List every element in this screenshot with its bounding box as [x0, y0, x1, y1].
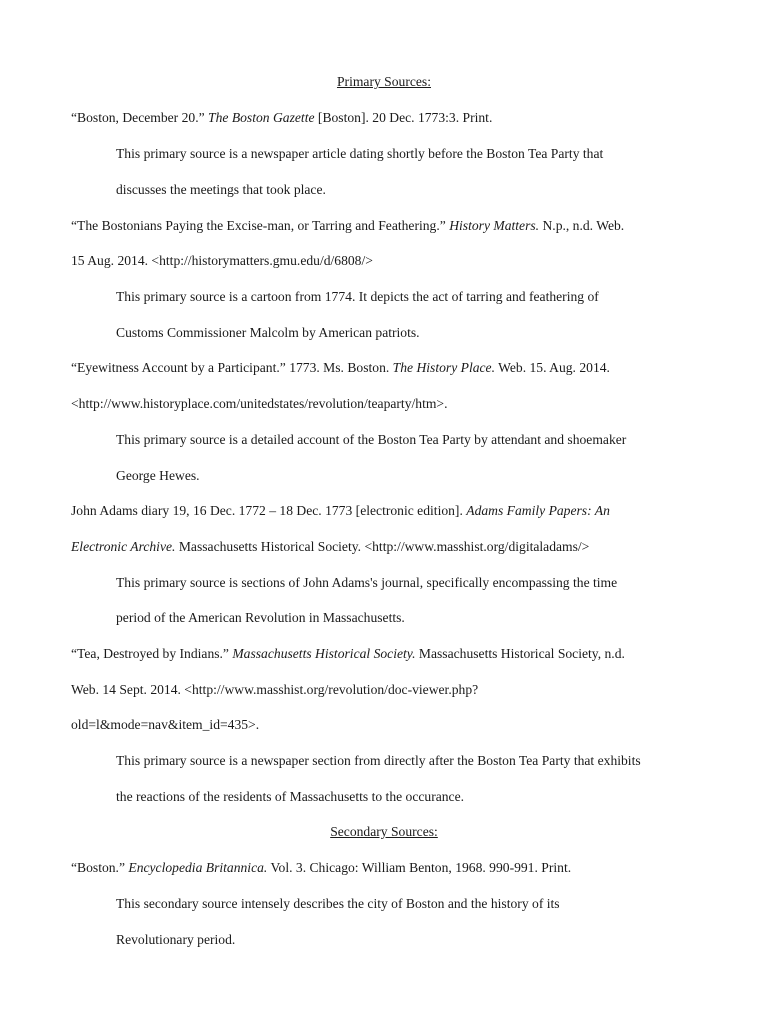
- annotation-line: George Hewes.: [116, 468, 200, 483]
- annotation-line: Revolutionary period.: [116, 932, 236, 947]
- citation-title: Electronic Archive.: [71, 539, 176, 554]
- annotation-line: the reactions of the residents of Massachusetts to the occurance.: [116, 789, 465, 804]
- citation-encyclopedia-britannica: [71, 858, 571, 878]
- citation-eyewitness-account: [71, 358, 610, 378]
- annotation-line: This primary source is a newspaper section from directly after the Boston Tea Party that exhibits: [116, 753, 641, 768]
- citation-line: old=l&mode=nav&item_id=435>.: [71, 717, 260, 732]
- citation-text: “Boston, December 20.”: [71, 110, 209, 125]
- annotation-line: This secondary source intensely describes the city of Boston and the history of its: [116, 896, 560, 911]
- secondary-sources-heading: Secondary Sources:: [330, 824, 438, 839]
- citation-line: 15 Aug. 2014. <http://historymatters.gmu.edu/d/6808/>: [71, 253, 373, 268]
- annotation-line: discusses the meetings that took place.: [116, 182, 326, 197]
- citation-title: Adams Family Papers: An: [466, 503, 610, 518]
- citation-text: Massachusetts Historical Society, n.d.: [415, 646, 625, 661]
- citation-text: Massachusetts Historical Society. <http://www.masshist.org/digitaladams/>: [175, 539, 590, 554]
- annotation-line: Customs Commissioner Malcolm by American patriots.: [116, 325, 420, 340]
- citation-line: Web. 14 Sept. 2014. <http://www.masshist.org/revolution/doc-viewer.php?: [71, 682, 479, 697]
- citation-text: “Tea, Destroyed by Indians.”: [71, 646, 233, 661]
- citation-text: “Boston.”: [71, 860, 129, 875]
- citation-text: Web. 15. Aug. 2014.: [494, 360, 610, 375]
- citation-line: <http://www.historyplace.com/unitedstates/revolution/teaparty/htm>.: [71, 396, 448, 411]
- citation-text: Vol. 3. Chicago: William Benton, 1968. 990-991. Print.: [267, 860, 572, 875]
- citation-title: Massachusetts Historical Society.: [232, 646, 416, 661]
- annotation-line: This primary source is a newspaper article dating shortly before the Boston Tea Party that: [116, 146, 604, 161]
- citation-john-adams-diary: [71, 501, 610, 521]
- citation-text: “Eyewitness Account by a Participant.” 1773. Ms. Boston.: [71, 360, 393, 375]
- citation-title: Encyclopedia Britannica.: [128, 860, 268, 875]
- citation-title: The Boston Gazette: [208, 110, 315, 125]
- citation-text: “The Bostonians Paying the Excise-man, or Tarring and Feathering.”: [71, 218, 450, 233]
- citation-title: The History Place.: [392, 360, 495, 375]
- annotation-line: This primary source is sections of John Adams's journal, specifically encompassing the time: [116, 575, 618, 590]
- citation-text: N.p., n.d. Web.: [539, 218, 625, 233]
- citation-boston-gazette: [71, 108, 492, 128]
- annotation-line: This primary source is a detailed account of the Boston Tea Party by attendant and shoemaker: [116, 432, 627, 447]
- citation-text: John Adams diary 19, 16 Dec. 1772 – 18 Dec. 1773 [electronic edition].: [71, 503, 467, 518]
- citation-text: [Boston]. 20 Dec. 1773:3. Print.: [314, 110, 493, 125]
- annotation-line: This primary source is a cartoon from 1774. It depicts the act of tarring and feathering of: [116, 289, 599, 304]
- primary-sources-heading: Primary Sources:: [336, 74, 431, 89]
- citation-line: [71, 537, 589, 557]
- citation-title: History Matters.: [449, 218, 540, 233]
- citation-bostonians-cartoon: [71, 216, 624, 236]
- citation-tea-destroyed: [71, 644, 625, 664]
- annotation-line: period of the American Revolution in Massachusetts.: [116, 610, 405, 625]
